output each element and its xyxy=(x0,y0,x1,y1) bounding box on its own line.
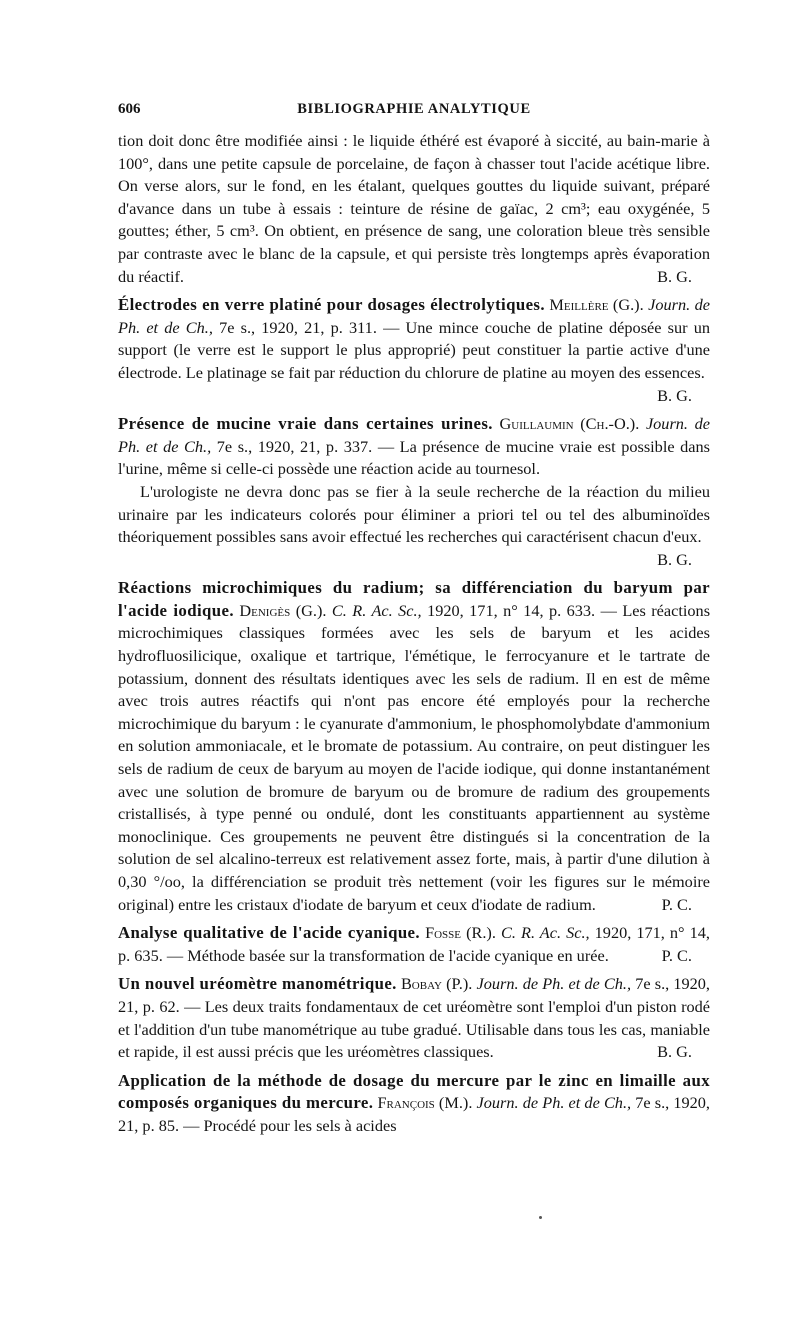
article-body: — Les deux traits fondamentaux de cet uréomètre sont l'emploi d'un piston rodé et l'addition d'un tube manométrique au tube gradué. Utilisable dans tous les cas, maniable et rapide, il est aussi précis que les uréomètres classiques. xyxy=(118,996,710,1062)
article-ref: 7e s., 1920, 21, p. 85. xyxy=(118,1093,710,1135)
article-entry xyxy=(118,577,710,916)
article-journal: Journ. de Ph. et de Ch., xyxy=(476,1093,632,1113)
signature: B. G. xyxy=(657,266,692,286)
article-entry xyxy=(118,1070,710,1138)
signature: P. C. xyxy=(661,945,692,965)
article-ref: 1920, 171, n° 14, p. 633. xyxy=(427,600,596,620)
article-journal: Journ. de Ph. et de Ch., xyxy=(476,974,632,994)
article-journal: C. R. Ac. Sc., xyxy=(331,600,422,620)
signature: P. C. xyxy=(661,894,692,914)
article-paragraph xyxy=(118,481,710,571)
article-author: Meillère (G.). xyxy=(549,295,644,315)
article-entry xyxy=(118,413,710,481)
article-author: Bobay (P.). xyxy=(400,974,473,994)
article-body: — Les réactions microchimiques classiques formées avec les sels de baryum et les acides hydrofluosilicique, oxalique et tartrique, l'émétique, le ferrocyanure et le tartrate de potassium, donnent des résultats identiques avec les sels de radium. Il en est de même avec trois autres réactifs qui n'ont pas encore été employés pour la recherche microchimique du baryum : le cyanurate d'ammonium, le phosphomolybdate d'ammonium en solution ammoniacale, et le bromate de potassium. Au contraire, on peut distinguer les sels de radium de ceux de baryum au moyen de l'acide iodique, qui donne instantanément avec une solution de bromure de baryum ou de bromure de radium des groupements cristallisés, à type penné ou ondulé, dont les constituants appartiennent au système monoclinique. Ces groupements ne peuvent être distingués si la concentration de la solution de sel alcalino-terreux est relativement assez forte, mais, à partir d'une dilution à 0,30 °/oo, la différenciation se produit très nettement (voir les figures sur le mémoire original) entre les cristaux d'iodate de baryum et ceux d'iodate de radium. xyxy=(118,600,711,914)
signature: B. G. xyxy=(657,549,692,569)
article-ref: 1920, 171, n° 14, p. 635. xyxy=(118,923,710,965)
article-title: Un nouvel uréomètre manométrique. xyxy=(118,974,397,994)
article-journal: Journ. de Ph. et de Ch., xyxy=(118,414,710,456)
intro-paragraph xyxy=(118,130,710,288)
article-body-2: L'urologiste ne devra donc pas se fier à la seule recherche de la réaction du milieu urinaire par les indicateurs colorés pour éliminer a priori tel ou tel des albuminoïdes théoriquement possibles sans avoir effectué les recherches qui caractérisent chacun d'eux. xyxy=(118,481,710,547)
article-journal: Journ. de Ph. et de Ch., xyxy=(118,295,711,337)
running-title: BIBLIOGRAPHIE ANALYTIQUE xyxy=(297,101,531,117)
document-page xyxy=(118,98,710,1138)
article-title: Analyse qualitative de l'acide cyanique. xyxy=(118,923,420,943)
intro-text: tion doit donc être modifiée ainsi : le liquide éthéré est évaporé à siccité, au bain-marie à 100°, dans une petite capsule de porcelaine, de façon à chasser tout l'acide acétique libre. On verse alors, sur le fond, en les étalant, quelques gouttes du liquide suivant, préparé d'avance dans un tube à essais : teinture de résine de gaïac, 2 cm³; eau oxygénée, 5 gouttes; éther, 5 cm³. On obtient, en présence de sang, une coloration bleue très sensible par contraste avec le blanc de la capsule, et qui persiste très longtemps après évaporation du réactif. xyxy=(118,131,710,286)
article-ref: 7e s., 1920, 21, p. 62. xyxy=(118,974,711,1016)
article-entry xyxy=(118,922,710,967)
article-journal: C. R. Ac. Sc., xyxy=(501,923,590,943)
page-speck xyxy=(539,1216,542,1219)
page-number: 606 xyxy=(118,101,141,117)
article-author: Denigès (G.). xyxy=(239,600,327,620)
article-title: Application de la méthode de dosage du mercure par le zinc en limaille aux composés organiques du mercure. xyxy=(118,1070,710,1113)
signature: B. G. xyxy=(657,1042,692,1062)
article-author: François (M.). xyxy=(377,1093,473,1113)
article-author: Guillaumin (Ch.-O.). xyxy=(499,414,640,434)
article-entry xyxy=(118,294,710,407)
article-author: Fosse (R.). xyxy=(425,923,496,943)
article-body: — Une mince couche de platine déposée sur un support (le verre est le support le plus approprié) peut constituer la partie active d'une électrode. Le platinage se fait par réduction du chlorure de platine au moyen des essences. xyxy=(118,317,710,382)
article-title: Électrodes en verre platiné pour dosages électrolytiques. xyxy=(118,295,545,315)
page-header xyxy=(118,98,710,122)
article-title: Réactions microchimiques du radium; sa différenciation du baryum par l'acide iodique. xyxy=(118,578,710,620)
signature: B. G. xyxy=(657,385,692,405)
article-ref: 7e s., 1920, 21, p. 311. xyxy=(219,317,377,337)
article-ref: 7e s., 1920, 21, p. 337. xyxy=(216,436,373,456)
article-entry xyxy=(118,973,710,1063)
article-body: — La présence de mucine vraie est possible dans l'urine, même si celle-ci possède une réaction acide au tournesol. xyxy=(118,436,711,479)
article-title: Présence de mucine vraie dans certaines urines. xyxy=(118,414,493,434)
article-body: — Méthode basée sur la transformation de l'acide cyanique en urée. xyxy=(166,945,609,965)
article-body: — Procédé pour les sels à acides xyxy=(183,1115,397,1135)
